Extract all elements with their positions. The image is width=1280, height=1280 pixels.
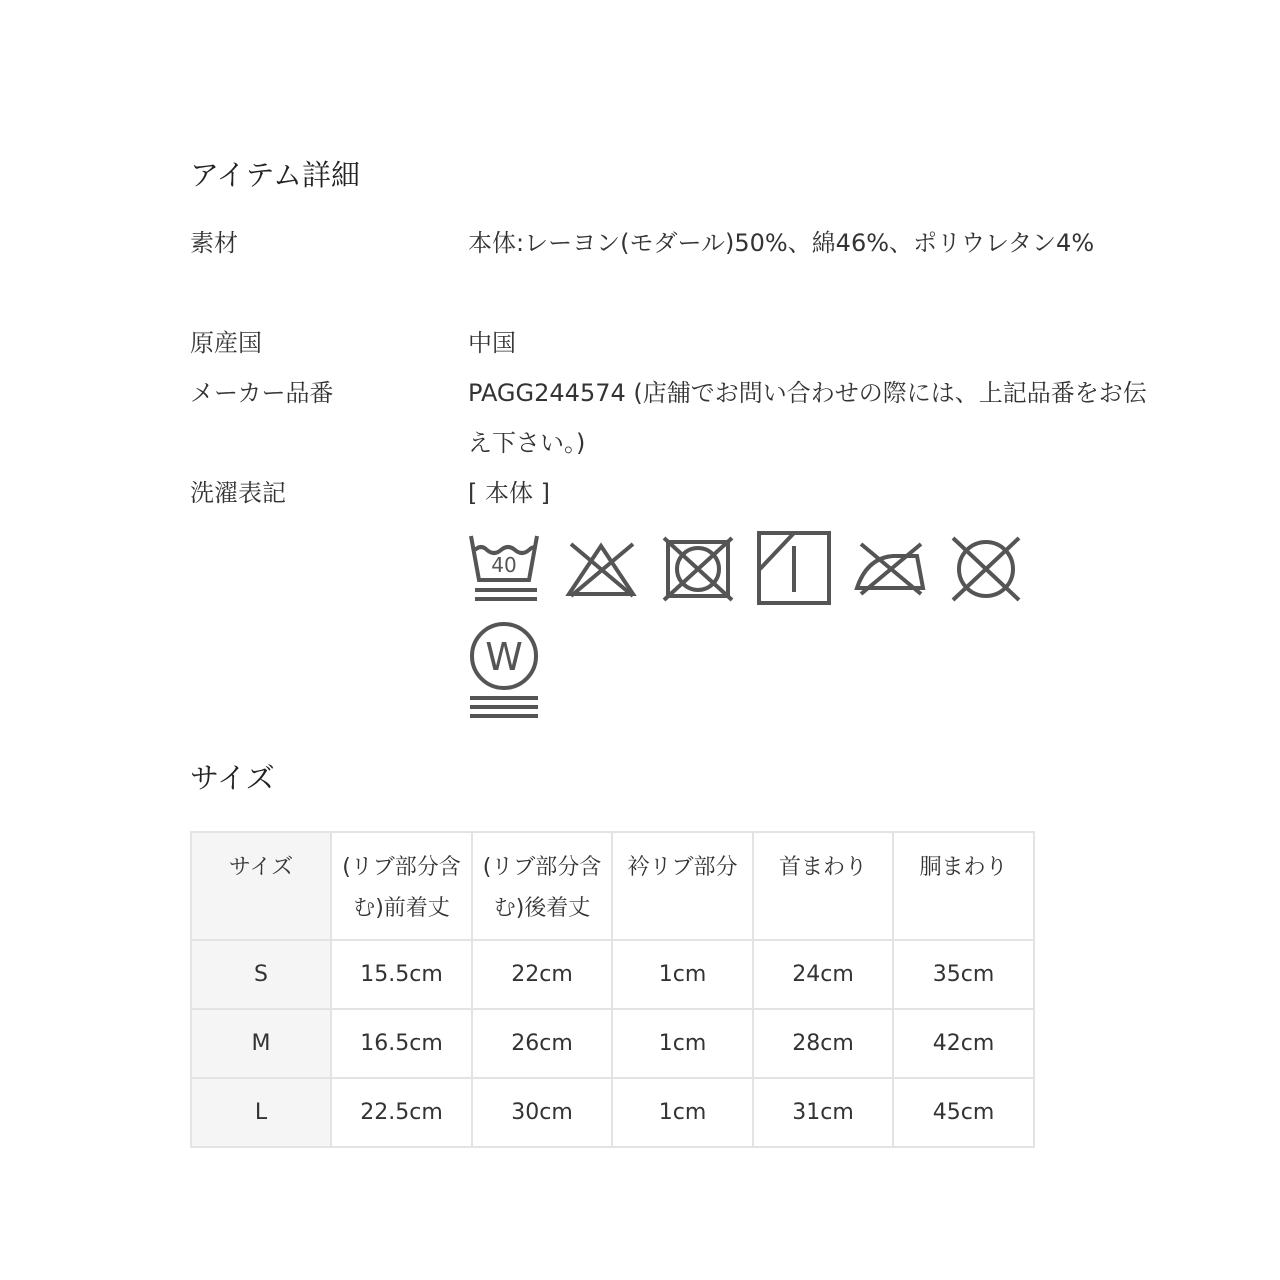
header-front-length: (リブ部分含む)前着丈	[331, 832, 472, 940]
care-label-value: [ 本体 ]	[468, 479, 550, 507]
no-iron-icon	[853, 540, 929, 598]
neck-cell: 31cm	[753, 1078, 893, 1147]
size-table	[190, 831, 1035, 1148]
wet-clean-letter: W	[485, 635, 523, 679]
back-length-cell: 22cm	[472, 940, 612, 1009]
size-table-header-row	[191, 832, 1034, 940]
header-collar-rib: 衿リブ部分	[612, 832, 753, 940]
back-length-cell: 26cm	[472, 1009, 612, 1078]
maker-number-label: メーカー品番	[190, 379, 334, 407]
front-length-cell: 15.5cm	[331, 940, 472, 1009]
collar-rib-cell: 1cm	[612, 1009, 753, 1078]
size-cell: M	[191, 1009, 331, 1078]
care-label-label: 洗濯表記	[190, 479, 286, 507]
material-label: 素材	[190, 229, 238, 257]
header-back-length: (リブ部分含む)後着丈	[472, 832, 612, 940]
header-size: サイズ	[191, 832, 331, 940]
wash-temperature-text: 40	[491, 553, 517, 577]
table-row	[191, 1009, 1034, 1078]
origin-value: 中国	[468, 329, 516, 357]
detail-row-care-label	[190, 468, 1150, 518]
no-bleach-icon	[563, 540, 639, 600]
wet-clean-very-gentle-icon	[467, 620, 543, 720]
detail-row-material	[190, 218, 1150, 268]
maker-number-value: PAGG244574 (店舗でお問い合わせの際には、上記品番をお伝え下さい。)	[468, 379, 1147, 457]
header-neck: 首まわり	[753, 832, 893, 940]
origin-label: 原産国	[190, 329, 262, 357]
body-cell: 45cm	[893, 1078, 1034, 1147]
collar-rib-cell: 1cm	[612, 940, 753, 1009]
table-row	[191, 940, 1034, 1009]
body-cell: 35cm	[893, 940, 1034, 1009]
detail-row-maker-number	[190, 368, 1150, 468]
item-details-title: アイテム詳細	[190, 158, 360, 192]
size-cell: L	[191, 1078, 331, 1147]
header-body: 胴まわり	[893, 832, 1034, 940]
line-dry-shade-icon	[756, 530, 832, 606]
back-length-cell: 30cm	[472, 1078, 612, 1147]
size-cell: S	[191, 940, 331, 1009]
body-cell: 42cm	[893, 1009, 1034, 1078]
material-value: 本体:レーヨン(モダール)50%、綿46%、ポリウレタン4%	[468, 229, 1095, 257]
size-title: サイズ	[190, 761, 275, 795]
detail-row-origin	[190, 318, 1150, 368]
neck-cell: 28cm	[753, 1009, 893, 1078]
no-dry-clean-icon	[949, 536, 1023, 602]
wash-tub-40-gentle-icon	[467, 530, 543, 606]
neck-cell: 24cm	[753, 940, 893, 1009]
front-length-cell: 22.5cm	[331, 1078, 472, 1147]
collar-rib-cell: 1cm	[612, 1078, 753, 1147]
no-tumble-dry-icon	[661, 536, 735, 602]
table-row	[191, 1078, 1034, 1147]
front-length-cell: 16.5cm	[331, 1009, 472, 1078]
